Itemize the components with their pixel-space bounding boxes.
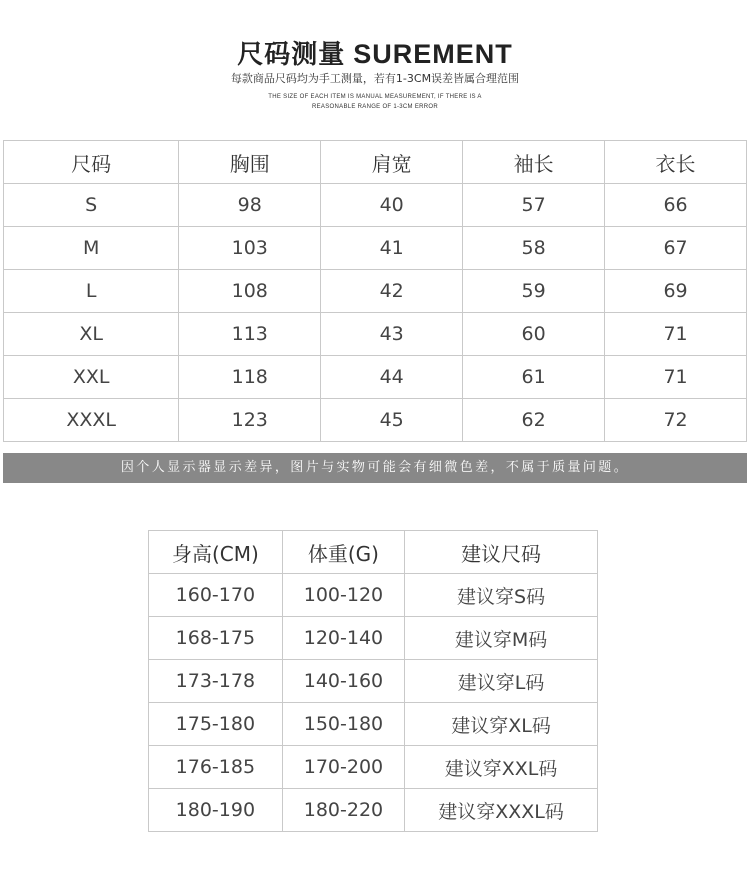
header-weight: 体重(G) [282,531,404,574]
cell-chest: 123 [179,399,321,442]
header-suggested-size: 建议尺码 [405,531,598,574]
cell-suggestion: 建议穿L码 [405,660,598,703]
cell-sleeve: 59 [463,270,605,313]
size-table [3,140,747,442]
page-title [0,34,750,71]
recommendation-header-row [149,531,598,574]
subtitle: 每款商品尺码均为手工测量，若有1-3CM误差皆属合理范围 [230,72,520,85]
cell-sleeve: 60 [463,313,605,356]
cell-size: L [4,270,179,313]
cell-chest: 118 [179,356,321,399]
cell-shoulder: 43 [321,313,463,356]
cell-sleeve: 57 [463,184,605,227]
cell-height: 173-178 [149,660,283,703]
note-line-1: THE SIZE OF EACH ITEM IS MANUAL MEASUREMENT, IF THERE IS A [268,94,482,100]
cell-height: 160-170 [149,574,283,617]
cell-sleeve: 61 [463,356,605,399]
cell-length: 72 [605,399,747,442]
cell-chest: 103 [179,227,321,270]
cell-shoulder: 45 [321,399,463,442]
cell-size: XXXL [4,399,179,442]
cell-weight: 150-180 [282,703,404,746]
cell-sleeve: 58 [463,227,605,270]
cell-suggestion: 建议穿XXL码 [405,746,598,789]
table-row [4,399,747,442]
header-sleeve: 袖长 [463,141,605,184]
cell-weight: 100-120 [282,574,404,617]
table-row [149,617,598,660]
cell-size: S [4,184,179,227]
cell-suggestion: 建议穿XL码 [405,703,598,746]
color-disclaimer-banner: 因个人显示器显示差异，图片与实物可能会有细微色差，不属于质量问题。 [3,453,747,483]
cell-suggestion: 建议穿M码 [405,617,598,660]
table-row [149,746,598,789]
cell-shoulder: 44 [321,356,463,399]
table-row [4,184,747,227]
table-row [149,660,598,703]
header-length: 衣长 [605,141,747,184]
cell-shoulder: 40 [321,184,463,227]
table-row [149,574,598,617]
cell-chest: 108 [179,270,321,313]
cell-shoulder: 42 [321,270,463,313]
cell-chest: 113 [179,313,321,356]
cell-size: XL [4,313,179,356]
table-row [149,789,598,832]
cell-height: 175-180 [149,703,283,746]
cell-suggestion: 建议穿S码 [405,574,598,617]
cell-length: 66 [605,184,747,227]
title-en: SUREMENT [353,39,513,69]
table-row [4,356,747,399]
cell-length: 67 [605,227,747,270]
size-table-header-row [4,141,747,184]
cell-weight: 140-160 [282,660,404,703]
cell-height: 168-175 [149,617,283,660]
cell-length: 71 [605,313,747,356]
cell-chest: 98 [179,184,321,227]
title-cn: 尺码测量 [237,40,346,70]
header [0,0,750,140]
table-row [4,270,747,313]
table-row [4,313,747,356]
header-shoulder: 肩宽 [321,141,463,184]
cell-length: 69 [605,270,747,313]
recommendation-table [148,530,598,832]
header-chest: 胸围 [179,141,321,184]
cell-size: M [4,227,179,270]
cell-shoulder: 41 [321,227,463,270]
table-row [4,227,747,270]
header-height: 身高(CM) [149,531,283,574]
header-size: 尺码 [4,141,179,184]
cell-weight: 120-140 [282,617,404,660]
cell-weight: 180-220 [282,789,404,832]
cell-suggestion: 建议穿XXXL码 [405,789,598,832]
cell-height: 176-185 [149,746,283,789]
note-line-2: REASONABLE RANGE OF 1-3CM ERROR [312,104,438,110]
cell-weight: 170-200 [282,746,404,789]
table-row [149,703,598,746]
cell-sleeve: 62 [463,399,605,442]
cell-size: XXL [4,356,179,399]
cell-height: 180-190 [149,789,283,832]
cell-length: 71 [605,356,747,399]
